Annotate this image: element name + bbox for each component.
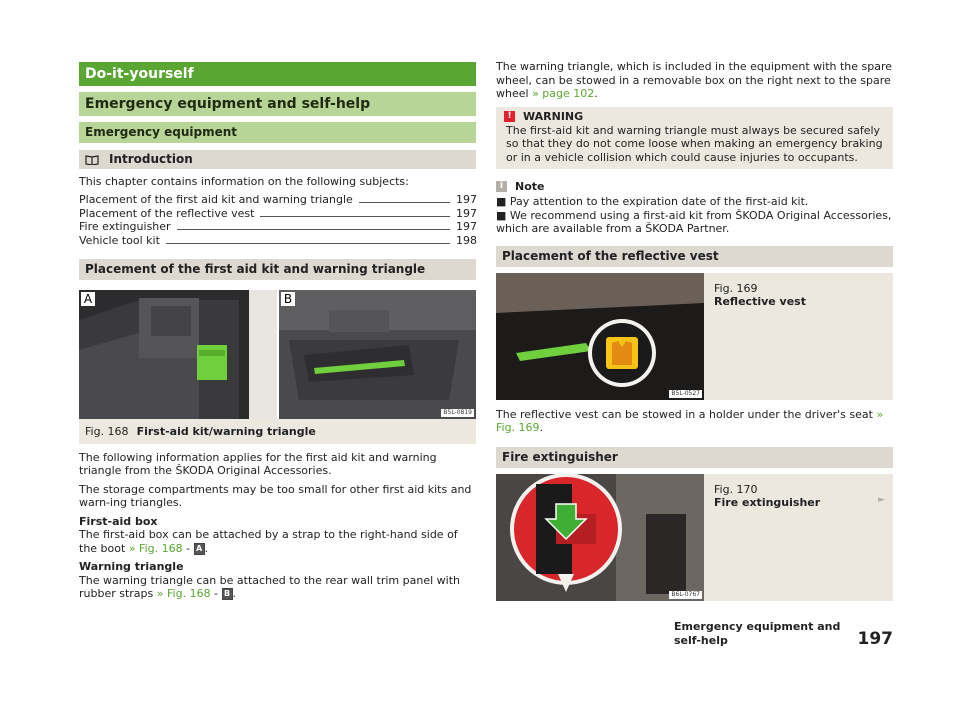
warning-triangle-text: The warning triangle can be attached to the rear wall trim panel with rubber straps » Fig. 168 - B . <box>79 573 460 600</box>
first-aid-heading: Placement of the first aid kit and warning triangle <box>79 259 476 280</box>
first-aid-box-title: First-aid box <box>79 514 158 528</box>
key-a-badge: A <box>194 543 205 555</box>
book-icon <box>85 154 99 165</box>
figure-label-a: A <box>81 292 95 306</box>
page-footer <box>674 620 893 649</box>
warning-box <box>496 107 893 170</box>
caption-title: First-aid kit/warning triangle <box>136 424 316 438</box>
toc-item-page: 197 <box>456 193 477 206</box>
table-of-contents <box>79 193 476 247</box>
toc-item[interactable] <box>79 193 476 207</box>
first-aid-box-text: The first-aid box can be attached by a strap to the right-hand side of the boot » Fig. 168 - A . <box>79 528 458 555</box>
vest-photo <box>496 273 704 400</box>
fig-168-link[interactable]: » Fig. 168 <box>156 587 211 600</box>
toc-item[interactable] <box>79 220 476 234</box>
key-b-badge: B <box>222 588 233 600</box>
toc-item-label: Placement of the reflective vest <box>79 206 255 220</box>
chapter-title: Do-it-yourself <box>79 62 476 86</box>
footer-title: Emergency equipment and self-help <box>674 620 841 647</box>
fig-169-link[interactable]: » Fig. 169 <box>496 407 884 434</box>
figure-code: B6L-0767 <box>671 590 700 598</box>
rear-panel-illustration <box>279 290 476 419</box>
vest-illustration <box>496 273 704 400</box>
caption-number: Fig. 170 <box>714 482 758 496</box>
toc-item-label: Fire extinguisher <box>79 220 171 233</box>
note-box <box>496 179 893 236</box>
toc-item-label: Placement of the first aid kit and warning triangle <box>79 193 353 206</box>
rear-panel-photo <box>279 290 476 419</box>
figure-code: B5L-0527 <box>671 389 700 397</box>
figure-170 <box>496 474 893 601</box>
warning-triangle-storage-text: The warning triangle, which is included in the equipment with the spare wheel, can be stowed in a removable box on the right next to the spare wheel » page 102. <box>496 60 893 100</box>
boot-illustration <box>79 290 277 419</box>
warning-label: WARNING <box>523 110 584 123</box>
figure-169-caption <box>704 273 893 400</box>
figure-label-b: B <box>281 292 295 306</box>
vest-text: The reflective vest can be stowed in a holder under the driver's seat » Fig. 169. <box>496 407 884 434</box>
fire-extinguisher-heading: Fire extinguisher <box>496 447 893 468</box>
toc-item[interactable] <box>79 233 476 247</box>
first-aid-paragraph-1: The following information applies for the first aid kit and warning triangle from the ŠKODA Original Accessories. <box>79 450 437 477</box>
caption-title: Reflective vest <box>714 295 806 308</box>
figure-169 <box>496 273 893 400</box>
page-102-link[interactable]: » page 102 <box>532 87 595 100</box>
section-title: Emergency equipment and self-help <box>79 92 476 116</box>
caption-title: Fire extinguisher <box>714 496 821 509</box>
note-header <box>496 179 893 193</box>
figure-170-caption <box>704 474 893 601</box>
warning-header <box>504 110 885 124</box>
warning-text: The first-aid kit and warning triangle must always be secured safely so that they do not come loose when making an emergency braking or in a vehicle collision which could cause injuries to occupants. <box>506 123 883 164</box>
fire-extinguisher-illustration <box>496 474 704 601</box>
left-column <box>79 60 476 601</box>
page-number: 197 <box>857 629 893 649</box>
caption-number: Fig. 168 <box>85 424 129 438</box>
note-item: ■ We recommend using a first-aid kit from ŠKODA Original Accessories, which are available from a ŠKODA Partner. <box>496 208 892 235</box>
figure-168 <box>79 290 476 419</box>
note-icon: i <box>496 181 507 192</box>
intro-heading <box>79 150 476 169</box>
figure-code: B5L-0819 <box>443 408 472 416</box>
note-label: Note <box>515 179 545 193</box>
fire-extinguisher-photo <box>496 474 704 601</box>
subsection-title: Emergency equipment <box>79 122 476 143</box>
note-item: ■ Pay attention to the expiration date of the first-aid kit. <box>496 195 809 208</box>
intro-heading-label: Introduction <box>109 152 193 166</box>
toc-item-page: 197 <box>456 220 477 233</box>
caption-number: Fig. 169 <box>714 281 758 295</box>
toc-item-page: 197 <box>456 206 477 220</box>
intro-text: This chapter contains information on the following subjects: <box>79 175 409 188</box>
figure-168-caption <box>79 419 476 444</box>
warning-triangle-title: Warning triangle <box>79 560 184 573</box>
fig-168-link[interactable]: » Fig. 168 <box>128 541 183 555</box>
toc-item-page: 198 <box>456 233 477 247</box>
reflective-vest-heading: Placement of the reflective vest <box>496 246 893 267</box>
right-column <box>496 60 893 601</box>
toc-item-label: Vehicle tool kit <box>79 233 160 247</box>
toc-item[interactable] <box>79 206 476 220</box>
warning-icon: ! <box>504 111 515 122</box>
boot-photo <box>79 290 277 419</box>
continue-arrow-icon: ► <box>878 494 885 505</box>
first-aid-paragraph-2: The storage compartments may be too small for other first aid kits and warn-ing triangles. <box>79 482 472 509</box>
